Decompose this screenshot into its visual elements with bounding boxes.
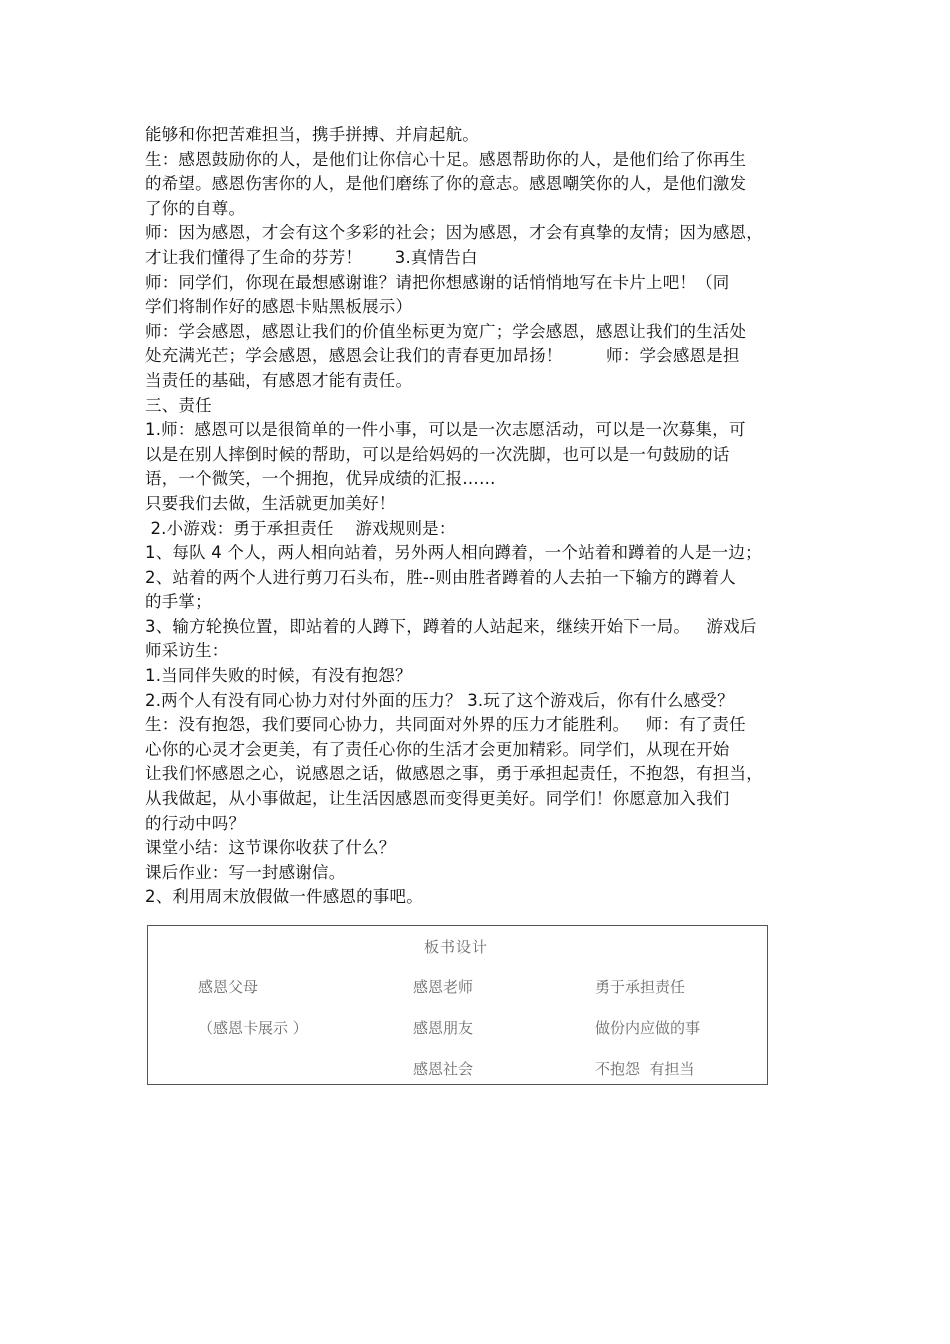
board-item: 感恩父母 [198,978,259,996]
text-line: 师：因为感恩，才会有这个多彩的社会；因为感恩，才会有真挚的友情；因为感恩， [145,223,763,243]
text-line: 学们将制作好的感恩卡贴黑板展示） [145,297,413,317]
text-line: 语，一个微笑，一个拥抱，优异成绩的汇报…… [145,469,496,489]
text-line: 生：感恩鼓励你的人，是他们让你信心十足。感恩帮助你的人，是他们给了你再生 [145,149,747,169]
section-heading: 三、责任 [145,395,212,415]
text-line: 了你的自尊。 [145,198,246,218]
text-line: 能够和你把苦难担当，携手拼搏、并肩起航。 [145,125,479,144]
text-line: 2、利用周末放假做一件感恩的事吧。 [145,887,423,907]
text-line: 当责任的基础，有感恩才能有责任。 [145,370,413,390]
text-line: 只要我们去做，生活就更加美好！ [145,493,396,513]
text-line: 2、站着的两个人进行剪刀石头布，胜--则由胜者蹲着的人去拍一下输方的蹲着人 [145,567,736,587]
text-line: 以是在别人摔倒时候的帮助，可以是给妈妈的一次洗脚，也可以是一句鼓励的话 [145,444,730,464]
text-line: 2.两个人有没有同心协力对付外面的压力？ 3.玩了这个游戏后，你有什么感受？ [145,690,734,710]
document-body [145,123,815,910]
text-line: 生：没有抱怨，我们要同心协力，共同面对外界的压力才能胜利。 师：有了责任 [145,715,746,735]
board-item: 感恩社会 [413,1060,474,1078]
text-line: 1.师：感恩可以是很简单的一件小事，可以是一次志愿活动，可以是一次募集，可 [145,420,746,440]
board-item: 感恩老师 [413,978,474,996]
board-item: 做份内应做的事 [595,1019,701,1037]
text-line: 1、每队 4 个人，两人相向站着，另外两人相向蹲着，一个站着和蹲着的人是一边； [145,543,762,563]
text-line: 从我做起，从小事做起，让生活因感恩而变得更美好。同学们！你愿意加入我们 [145,789,730,809]
text-line: 才让我们懂得了生命的芬芳！ 3.真情告白 [145,247,478,267]
board-item: 感恩朋友 [413,1019,474,1037]
text-line: 让我们怀感恩之心，说感恩之话，做感恩之事，勇于承担起责任，不抱怨，有担当， [145,764,763,784]
text-line: 课后作业：写一封感谢信。 [145,862,346,882]
text-line: 的行动中吗？ [145,813,246,833]
board-item: 不抱怨 有担当 [595,1060,695,1078]
text-line: 3、输方轮换位置，即站着的人蹲下，蹲着的人站起来，继续开始下一局。 游戏后 [145,616,757,636]
board-title: 板书设计 [424,938,489,956]
text-line: 师：学会感恩，感恩让我们的价值坐标更为宽广；学会感恩，感恩让我们的生活处 [145,321,747,341]
board-item: （感恩卡展示 ） [198,1019,308,1037]
text-line: 的希望。感恩伤害你的人，是他们磨练了你的意志。感恩嘲笑你的人，是他们激发 [145,174,747,194]
text-line: 2.小游戏：勇于承担责任 游戏规则是： [145,518,456,538]
text-line: 的手掌； [145,592,212,612]
text-line: 师采访生： [145,641,229,661]
text-line: 课堂小结：这节课你收获了什么？ [145,838,396,858]
text-line: 心你的心灵才会更美，有了责任心你的生活才会更加精彩。同学们，从现在开始 [145,739,730,759]
text-line: 师：同学们，你现在最想感谢谁？请把你想感谢的话悄悄地写在卡片上吧！（同 [145,272,730,292]
board-item: 勇于承担责任 [595,978,686,996]
text-line: 处充满光芒；学会感恩，感恩会让我们的青春更加昂扬！ 师：学会感恩是担 [145,346,740,366]
text-line: 1.当同伴失败的时候，有没有抱怨？ [145,666,412,686]
blackboard-design-box [147,925,768,1085]
